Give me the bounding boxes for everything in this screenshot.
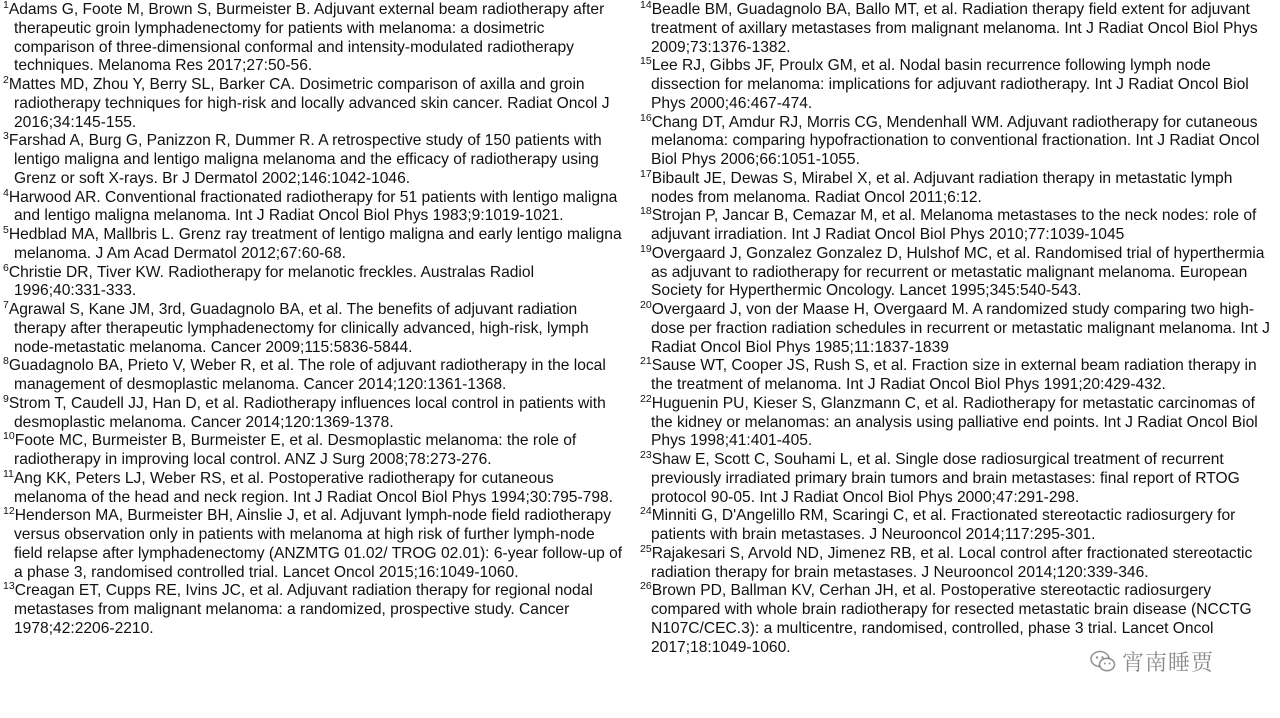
reference-item bbox=[640, 301, 1276, 357]
reference-number: 20 bbox=[640, 299, 652, 311]
reference-text: Agrawal S, Kane JM, 3rd, Guadagnolo BA, et al. The benefits of adjuvant radiation therapy after therapeutic lymphadenectomy for clinically advanced, high-risk, lymph node-metastatic melanoma. Cancer 2009;115:5836-5844. bbox=[8, 301, 589, 356]
reference-number: 5 bbox=[3, 224, 9, 236]
reference-number: 9 bbox=[3, 392, 9, 405]
reference-item bbox=[640, 542, 1276, 583]
reference-number: 7 bbox=[3, 299, 9, 311]
reference-text: Overgaard J, Gonzalez Gonzalez D, Hulshof MC, et al. Randomised trial of hyperthermia as adjuvant to radiotherapy for recurrent or metastatic malignant melanoma. European Society for Hyperthermic Oncology. Lancet 1995;345:540-543. bbox=[651, 244, 1265, 300]
reference-item bbox=[3, 261, 623, 302]
reference-number: 24 bbox=[640, 505, 652, 518]
reference-number: 8 bbox=[3, 355, 9, 368]
reference-number: 2 bbox=[3, 74, 9, 86]
reference-number: 15 bbox=[640, 55, 652, 68]
reference-text: Strojan P, Jancar B, Cemazar M, et al. Melanoma metastases to the neck nodes: role of adjuvant irradiation. Int J Radiat Oncol Biol Phys 2010;77:1039-1045 bbox=[651, 207, 1257, 243]
reference-text: Chang DT, Amdur RJ, Morris CG, Mendenhall WM. Adjuvant radiotherapy for cutaneous melanoma: comparing hypofractionation to conventional fractionation. Int J Radiat Oncol Biol Phys 2006;66:1051-1055. bbox=[651, 113, 1260, 168]
reference-number: 14 bbox=[640, 0, 652, 11]
reference-item bbox=[640, 57, 1276, 113]
reference-item bbox=[3, 392, 623, 433]
reference-text: Strom T, Caudell JJ, Han D, et al. Radiotherapy influences local control in patients with desmoplastic melanoma. Cancer 2014;120:1369-1378. bbox=[8, 394, 606, 431]
reference-text: Minniti G, D'Angelillo RM, Scaringi C, et al. Fractionated stereotactic radiosurgery for patients with brain metastases. J Neurooncol 2014;117:295-301. bbox=[651, 507, 1236, 543]
reference-text: Henderson MA, Burmeister BH, Ainslie J, et al. Adjuvant lymph-node field radiotherapy versus observation only in patients with melanoma at high risk of further lymph-node field relapse after lymphadenectomy (ANZMTG 01.02/ TROG 02.01): 6-year follow-up of a phase 3, randomised controlled trial. Lancet Oncol 2015;16:1049-1060. bbox=[14, 507, 623, 581]
reference-number: 10 bbox=[3, 430, 15, 443]
reference-text: Harwood AR. Conventional fractionated radiotherapy for 51 patients with lentigo maligna and lentigo maligna melanoma. Int J Radiat Oncol Biol Phys 1983;9:1019-1021. bbox=[8, 188, 618, 225]
reference-item bbox=[3, 186, 623, 227]
reference-item bbox=[3, 582, 623, 638]
reference-item bbox=[640, 242, 1276, 301]
reference-number: 13 bbox=[3, 580, 15, 593]
reference-text: Mattes MD, Zhou Y, Berry SL, Barker CA. Dosimetric comparison of axilla and groin radiotherapy techniques for high-risk and locally advanced skin cancer. Radiat Oncol J 2016;34:145-155. bbox=[8, 76, 610, 131]
reference-number: 12 bbox=[3, 505, 15, 518]
reference-item bbox=[640, 392, 1276, 451]
reference-item bbox=[3, 357, 623, 395]
reference-item bbox=[640, 507, 1276, 545]
reference-number: 3 bbox=[3, 130, 9, 143]
reference-text: Brown PD, Ballman KV, Cerhan JH, et al. Postoperative stereotactic radiosurgery compared with whole brain radiotherapy for resected metastatic brain disease (NCCTG N107C/CEC.3): a multicentre, randomised, controlled, phase 3 trial. Lancet Oncol 2017;18:1049-1060. bbox=[651, 582, 1252, 656]
reference-number: 22 bbox=[640, 392, 652, 405]
reference-text: Overgaard J, von der Maase H, Overgaard M. A randomized study comparing two high-dose per fraction radiation schedules in recurrent or metastatic malignant melanoma. Int J Radiat Oncol Biol Phys 1985;11:1837-1839 bbox=[651, 301, 1270, 356]
reference-text: Ang KK, Peters LJ, Weber RS, et al. Postoperative radiotherapy for cutaneous melanoma of the head and neck region. Int J Radiat Oncol Biol Phys 1994;30:795-798. bbox=[13, 469, 614, 506]
reference-number: 17 bbox=[640, 167, 652, 180]
reference-item bbox=[640, 207, 1276, 245]
reference-number: 25 bbox=[640, 542, 652, 555]
reference-text: Foote MC, Burmeister B, Burmeister E, et al. Desmoplastic melanoma: the role of radiotherapy in improving local control. ANZ J Surg 2008;78:273-276. bbox=[14, 432, 577, 468]
reference-number: 18 bbox=[640, 205, 652, 218]
reference-item bbox=[3, 507, 623, 582]
reference-text: Bibault JE, Dewas S, Mirabel X, et al. Adjuvant radiation therapy in metastatic lymph nodes from melanoma. Radiat Oncol 2011;6:12. bbox=[651, 169, 1233, 206]
reference-number: 4 bbox=[3, 186, 9, 199]
reference-item bbox=[640, 1, 1276, 57]
reference-text: Huguenin PU, Kieser S, Glanzmann C, et al. Radiotherapy for metastatic carcinomas of the kidney or melanomas: an analysis using palliative end points. Int J Radiat Oncol Biol Phys 1998;41:401-405. bbox=[651, 394, 1258, 450]
reference-number: 6 bbox=[3, 261, 9, 274]
reference-number: 1 bbox=[3, 0, 9, 11]
reference-text: Christie DR, Tiver KW. Radiotherapy for melanotic freckles. Australas Radiol 1996;40:331-333. bbox=[8, 263, 535, 300]
reference-text: Rajakesari S, Arvold ND, Jimenez RB, et al. Local control after fractionated stereotactic radiation therapy for brain metastases. J Neurooncol 2014;120:339-346. bbox=[651, 544, 1253, 581]
reference-item bbox=[3, 432, 623, 470]
reference-text: Lee RJ, Gibbs JF, Proulx GM, et al. Nodal basin recurrence following lymph node dissection for melanoma: implications for adjuvant radiotherapy. Int J Radiat Oncol Biol Phys 2000;46:467-474. bbox=[651, 57, 1249, 112]
reference-number: 19 bbox=[640, 242, 652, 255]
reference-text: Sause WT, Cooper JS, Rush S, et al. Fraction size in external beam radiation therapy in the treatment of melanoma. Int J Radiat Oncol Biol Phys 1991;20:429-432. bbox=[651, 357, 1257, 393]
reference-number: 16 bbox=[640, 111, 652, 124]
reference-number: 26 bbox=[640, 580, 652, 593]
reference-item bbox=[3, 76, 623, 132]
reference-number: 11 bbox=[3, 467, 14, 480]
wechat-account-name: 宵南睡贾 bbox=[1122, 651, 1215, 676]
references-left-column bbox=[3, 1, 623, 639]
reference-text: Adams G, Foote M, Brown S, Burmeister B. Adjuvant external beam radiotherapy after therapeutic groin lymphadenectomy for patients with melanoma: a dosimetric comparison of three-dimensional conformal and intensity-modulated radiotherapy techniques. Melanoma Res 2017;27:50-56. bbox=[8, 1, 605, 75]
reference-text: Shaw E, Scott C, Souhami L, et al. Single dose radiosurgical treatment of recurrent previously irradiated primary brain tumors and brain metastases: final report of RTOG protocol 90-05. Int J Radiat Oncol Biol Phys 2000;47:291-298. bbox=[651, 451, 1240, 506]
reference-item bbox=[640, 582, 1276, 657]
reference-number: 23 bbox=[640, 449, 652, 461]
reference-text: Hedblad MA, Mallbris L. Grenz ray treatment of lentigo maligna and early lentigo maligna melanoma. J Am Acad Dermatol 2012;67:60-68. bbox=[8, 226, 622, 262]
reference-text: Farshad A, Burg G, Panizzon R, Dummer R. A retrospective study of 150 patients with lentigo maligna and lentigo maligna melanoma and the efficacy of radiotherapy using Grenz or soft X-rays. Br J Dermatol 2002;146:1042-1046. bbox=[8, 132, 602, 187]
reference-item bbox=[3, 467, 623, 508]
reference-item bbox=[640, 111, 1276, 170]
references-right-column bbox=[640, 1, 1276, 657]
reference-item bbox=[3, 1, 623, 76]
reference-item bbox=[3, 301, 623, 357]
reference-number: 21 bbox=[640, 355, 652, 368]
reference-text: Creagan ET, Cupps RE, Ivins JC, et al. Adjuvant radiation therapy for regional nodal metastases from malignant melanoma: a randomized, prospective study. Cancer 1978;42:2206-2210. bbox=[14, 582, 593, 637]
reference-item bbox=[640, 167, 1276, 208]
reference-item bbox=[640, 357, 1276, 395]
reference-text: Beadle BM, Guadagnolo BA, Ballo MT, et al. Radiation therapy field extent for adjuvant treatment of axillary metastases from malignant melanoma. Int J Radiat Oncol Biol Phys 2009;73:1376-1382. bbox=[651, 1, 1258, 56]
reference-item bbox=[3, 132, 623, 188]
reference-text: Guadagnolo BA, Prieto V, Weber R, et al. The role of adjuvant radiotherapy in the local management of desmoplastic melanoma. Cancer 2014;120:1361-1368. bbox=[8, 357, 606, 393]
reference-item bbox=[640, 451, 1276, 507]
reference-item bbox=[3, 226, 623, 264]
